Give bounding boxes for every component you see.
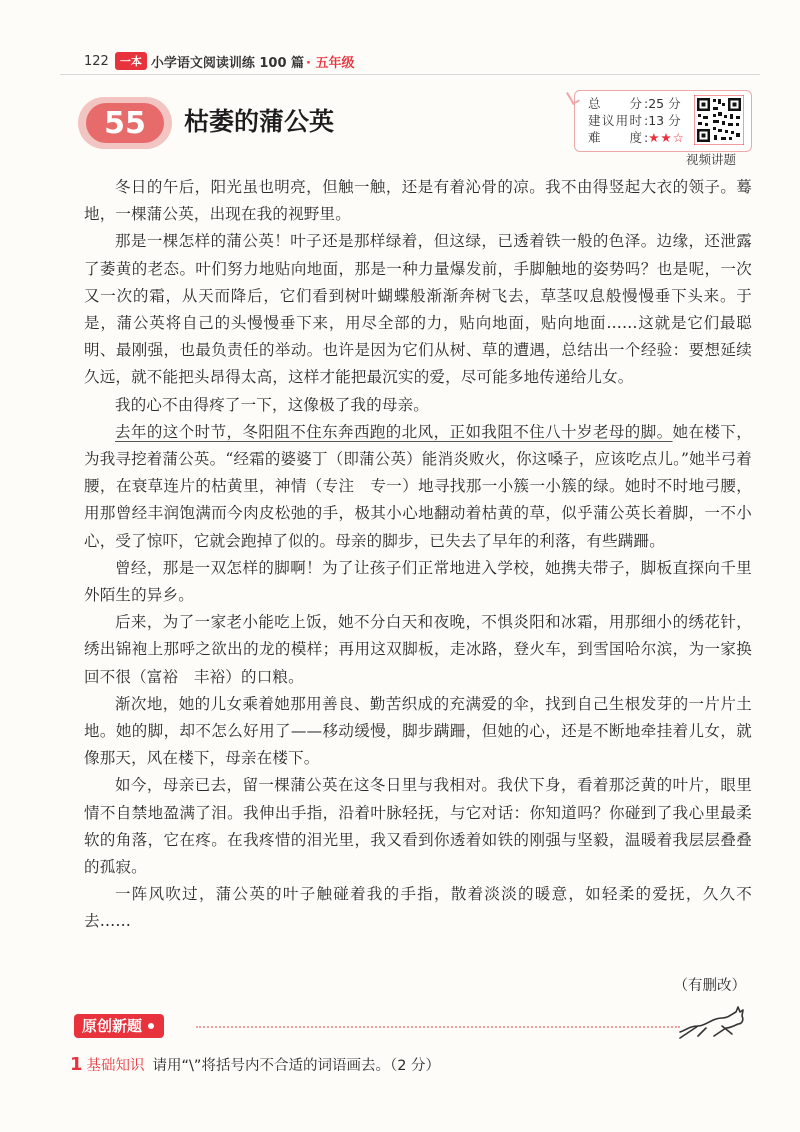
qr-code-icon[interactable]: [694, 95, 744, 145]
article-paragraph: 冬日的午后，阳光虽也明亮，但触一触，还是有着沁骨的凉。我不由得竖起大衣的领子。蓦地，一棵蒲公英，出现在我的视野里。: [84, 178, 752, 224]
time-value: :13 分: [644, 113, 681, 128]
question-type: 基础知识: [86, 1058, 145, 1074]
score-label: 总分: [588, 96, 642, 111]
question-1: [70, 1054, 440, 1075]
lesson-number-badge: [78, 97, 172, 149]
underlined-sentence: 去年的这个时节，冬阳阻不住东奔西跑的北风，正如我阻不住八十岁老母的脚。: [115, 422, 673, 441]
paragraph-continuation: 她在楼下，为我寻挖着蒲公英。“经霜的婆婆丁（即蒲公英）能消炎败火，你这嗓子，应该吃点儿。”她半弓着腰，在衰草连片的枯黄里，神情（专注 专一）地寻找那一小簇一小簇的绿。她时不时地弓腰，用那曾经丰润饱满而今肉皮松弛的手，极其小心地翻动着枯黄的草，似乎蒲公英长着脚，一不小心，受了惊吓，它就会跑掉了似的。母亲的脚步，已失去了早年的利落，有些蹒跚。: [84, 422, 752, 550]
section-tag: [74, 1014, 164, 1038]
difficulty-stars: ★★☆: [648, 130, 685, 145]
article-paragraph: 曾经，那是一双怎样的脚啊！为了让孩子们正常地进入学校，她携夫带子，脚板直探向千里外陌生的异乡。: [84, 558, 752, 605]
info-rows: [588, 95, 685, 146]
article-body: [84, 174, 752, 936]
article-paragraph: 渐次地，她的儿女乘着她那用善良、勤苦织成的充满爱的伞，找到自己生根发芽的一片片土地。她的脚，却不怎么好用了——移动缓慢，脚步蹒跚，但她的心，还是不断地牵挂着儿女，就像那天，风在楼下，母亲在楼下。: [84, 694, 752, 768]
series-title: 小学语文阅读训练 100 篇: [150, 55, 305, 71]
lesson-number: 55: [86, 103, 164, 143]
difficulty-row: 难度 : ★★☆: [588, 130, 685, 145]
score-row: [588, 95, 685, 112]
article-paragraph: 一阵风吹过，蒲公英的叶子触碰着我的手指，散着淡淡的暖意，如轻柔的爱抚，久久不去……: [84, 885, 752, 931]
dotted-divider: [196, 1026, 680, 1028]
question-number: 1: [70, 1054, 83, 1075]
lesson-title: 枯萎的蒲公英: [184, 107, 335, 136]
brand-logo: 一本: [115, 52, 147, 70]
difficulty-label: 难度: [588, 130, 642, 145]
time-label: 建议用时: [588, 113, 642, 128]
cat-icon: [676, 1004, 748, 1040]
article-paragraph: [84, 419, 752, 555]
article-paragraph: 如今，母亲已去，留一棵蒲公英在这冬日里与我相对。我伏下身，看着那泛黄的叶片，眼里情不自禁地盈满了泪。我伸出手指，沿着叶脉轻抚，与它对话：你知道吗？你碰到了我心里最柔软的角落，它在疼。在我疼惜的泪光里，我又看到你透着如铁的刚强与坚毅，温暖着我层层叠叠的孤寂。: [84, 776, 752, 877]
time-row: [588, 112, 685, 129]
dot-icon: [148, 1023, 154, 1029]
article-paragraph: 后来，为了一家老小能吃上饭，她不分白天和夜晚，不惧炎阳和冰霜，用那细小的绣花针，绣出锦袍上那呼之欲出的龙的模样；再用这双脚板，走冰路，登火车，到雪国哈尔滨，为一家换回不很（富裕 丰裕）的口粮。: [84, 613, 752, 686]
header-divider: [60, 74, 760, 75]
page-header: [84, 50, 355, 72]
score-value: :25 分: [644, 96, 681, 111]
page-number: 122: [84, 53, 109, 69]
article-paragraph: 我的心不由得疼了一下，这像极了我的母亲。: [115, 395, 430, 414]
question-text: 请用“\”将括号内不合适的词语画去。（2 分）: [152, 1058, 441, 1074]
video-caption: 视频讲题: [686, 152, 737, 167]
source-note: （有删改）: [673, 978, 746, 994]
article-paragraph: 那是一棵怎样的蒲公英！叶子还是那样绿着，但这绿，已透着铁一般的色泽。边缘，还泄露了萎黄的老态。叶们努力地贴向地面，那是一种力量爆发前，手脚触地的姿势吗？也是呢，一次又一次的霜，从天而降后，它们看到树叶蝴蝶般渐渐奔树飞去，草茎叹息般慢慢垂下头来。于是，蒲公英将自己的头慢慢垂下来，用尽全部的力，贴向地面，贴向地面……这就是它们最聪明、最刚强，也最负责任的举动。也许是因为它们从树、草的遭遇，总结出一个经验：要想延续久远，就不能把头昂得太高，这样才能把最沉实的爱，尽可能多地传递给儿女。: [84, 232, 752, 387]
section-label: 原创新题: [82, 1017, 143, 1035]
grade-label: · 五年级: [306, 55, 355, 71]
